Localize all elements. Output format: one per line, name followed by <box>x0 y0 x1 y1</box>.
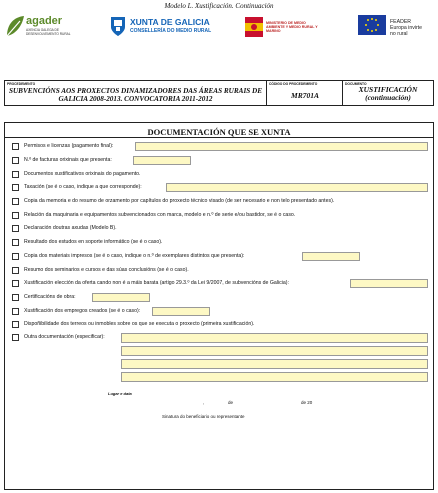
item-label: Xustificación dos empregos creados (se é o caso): <box>24 308 141 314</box>
list-item <box>12 197 432 207</box>
list-item <box>12 279 432 289</box>
list-item <box>12 224 432 234</box>
checkbox[interactable] <box>12 171 19 178</box>
spain-coat-of-arms-icon <box>244 15 264 39</box>
checkbox[interactable] <box>12 308 19 315</box>
date-de-2: de 20 <box>301 400 313 405</box>
code-cell <box>267 81 343 105</box>
jobs-created-field[interactable] <box>152 307 210 316</box>
procedure-cell <box>5 81 267 105</box>
printed-copies-field[interactable] <box>302 252 360 261</box>
document-cell <box>343 81 433 105</box>
code-label: CÓDIGO DO PROCEDEMENTO <box>269 82 318 86</box>
section-title: DOCUMENTACIÓN QUE SE XUNTA <box>147 127 291 137</box>
checkbox[interactable] <box>12 253 19 260</box>
procedure-value: SUBVENCIÓNS AOS PROXECTOS DINAMIZADORES DAS ÁREAS RURAIS DE GALICIA 2008-2013. CONVOCATORIA 2011-2012 <box>8 87 263 103</box>
agader-logo <box>4 14 80 42</box>
list-item <box>12 293 432 303</box>
list-item <box>12 320 432 330</box>
list-item <box>12 156 432 166</box>
checkbox[interactable] <box>12 280 19 287</box>
page-title: Modelo L. Xustificación. Continuación <box>164 2 274 10</box>
checkbox[interactable] <box>12 157 19 164</box>
xunta-shield-icon <box>110 15 126 37</box>
other-docs-field-1[interactable] <box>121 333 428 343</box>
list-item <box>12 252 432 262</box>
checkbox[interactable] <box>12 267 19 274</box>
work-certifications-field[interactable] <box>92 293 150 302</box>
item-label: Documentos xustificativos orixinais do pagamento. <box>24 171 141 177</box>
list-item <box>12 170 432 180</box>
item-label: Xustificación elección da oferta cando non é a máis barata (artigo 29.3.º da Lei 9/2007, de subvencións de Galicia): <box>24 280 289 286</box>
xunta-name: XUNTA DE GALICIA <box>130 17 210 27</box>
xunta-logo <box>110 15 220 41</box>
list-item <box>12 266 432 276</box>
code-value: MR701A <box>291 91 319 100</box>
feader-logo <box>358 15 438 41</box>
checkbox[interactable] <box>12 143 19 150</box>
date-comma: , <box>203 400 205 405</box>
item-label: Certificacións de obra: <box>24 294 76 300</box>
list-item <box>12 183 432 193</box>
eu-flag-icon <box>358 15 386 35</box>
section-divider <box>4 137 434 138</box>
xunta-subtitle: CONSELLERÍA DO MEDIO RURAL <box>130 28 212 34</box>
list-item <box>12 307 432 317</box>
list-item <box>12 238 432 248</box>
permits-field[interactable] <box>135 142 428 151</box>
checkbox[interactable] <box>12 334 19 341</box>
procedure-header <box>4 80 434 106</box>
item-label: Copia da memoria e do resumo de orzamento por capítulos do proxecto técnico visado (de ser necesario e non telo presentado antes). <box>24 198 335 204</box>
item-label: Copia dos materiais impresos (se é o caso, indique o n.º de exemplares distintos que presenta): <box>24 253 245 259</box>
document-label: DOCUMENTO <box>345 82 367 86</box>
item-label: Permisos e licenzas (pagamento final): <box>24 143 114 149</box>
document-value: XUSTIFICACIÓN (continuación) <box>358 85 418 102</box>
procedure-label: PROCEDEMENTO <box>7 82 36 86</box>
item-label: Declaración doutras axudas (Modelo B). <box>24 225 117 231</box>
ministry-logo <box>244 15 320 41</box>
list-item <box>12 142 432 152</box>
checkbox[interactable] <box>12 184 19 191</box>
place-date-label: Lugar e data <box>108 391 132 396</box>
item-label: Resultado dos estudos en soporte informático (se é o caso). <box>24 239 163 245</box>
agader-subtitle: AXENCIA GALEGA DE DESENVOLVEMENTO RURAL <box>26 28 71 36</box>
checkbox[interactable] <box>12 294 19 301</box>
other-docs-field-3[interactable] <box>121 359 428 369</box>
agader-wordmark: agader <box>26 15 63 27</box>
item-label: Taxación (se é o caso, indique a que corresponde): <box>24 184 142 190</box>
item-label: Outra documentación (especificar): <box>24 334 105 340</box>
other-docs-field-2[interactable] <box>121 346 428 356</box>
other-docs-field-4[interactable] <box>121 372 428 382</box>
offer-justification-field[interactable] <box>350 279 428 288</box>
checkbox[interactable] <box>12 239 19 246</box>
invoice-count-field[interactable] <box>133 156 191 165</box>
agader-leaf-icon <box>4 14 26 40</box>
item-label: N.º de facturas orixinais que presenta: <box>24 157 112 163</box>
list-item <box>12 333 432 343</box>
item-label: Relación da maquinaria e equipamentos subvencionados con marca, modelo e n.º de serie e/ou bastidor, se é o caso. <box>24 212 296 218</box>
date-de-1: de <box>228 400 234 405</box>
item-label: Resumo dos seminarios e cursos e das súas conclusións (se é o caso). <box>24 267 189 273</box>
checkbox[interactable] <box>12 212 19 219</box>
valuation-field[interactable] <box>166 183 428 192</box>
feader-text: FEADER Europa invirte no rural <box>390 19 423 37</box>
checkbox[interactable] <box>12 321 19 328</box>
checkbox[interactable] <box>12 225 19 232</box>
ministry-text: MINISTERIO DE MEDIO AMBIENTE Y MEDIO RURAL Y MARINO <box>266 21 318 33</box>
signature-label: Sinatura do beneficiario ou representante <box>162 414 245 419</box>
checkbox[interactable] <box>12 198 19 205</box>
item-label: Dispoñibilidade dos terreos ou inmobles sobre os que se executa o proxecto (primeira xustificación). <box>24 321 255 327</box>
list-item <box>12 211 432 221</box>
